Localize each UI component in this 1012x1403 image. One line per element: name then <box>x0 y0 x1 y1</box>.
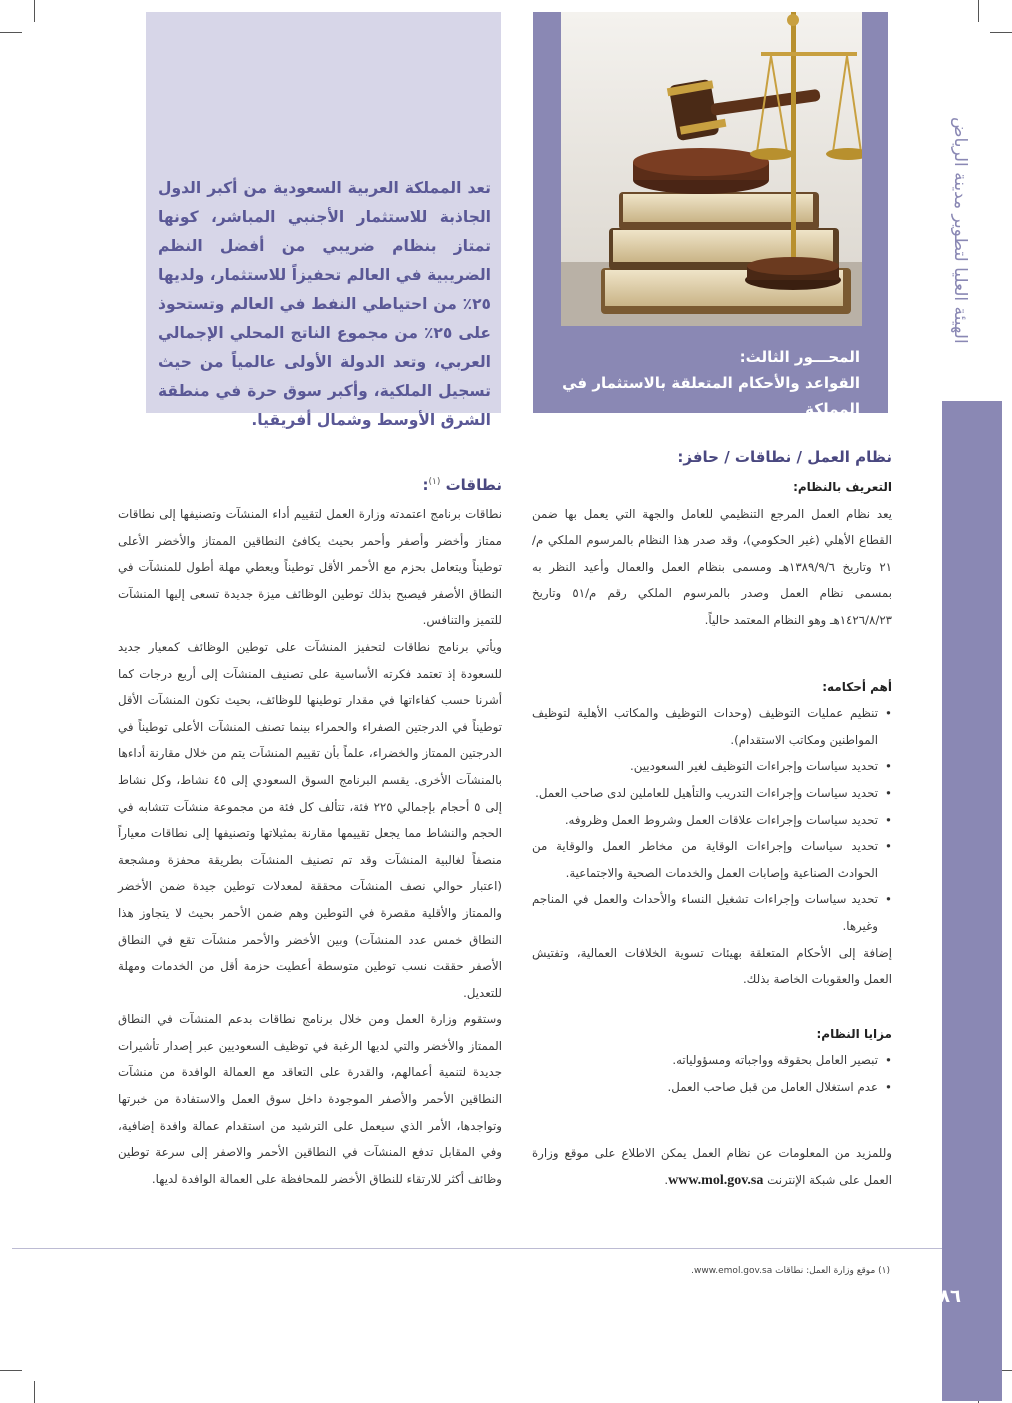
nitaqat-heading-text: نطاقات <box>445 476 502 494</box>
highlight-box <box>146 12 501 429</box>
list-item: • تنظيم عمليات التوظيف (وحدات التوظيف والمكاتب الأهلية لتوظيف المواطنين ومكاتب الاستقدام). <box>532 700 892 753</box>
crop-mark <box>34 0 35 22</box>
list-item: • تحديد سياسات وإجراءات علاقات العمل وشروط العمل وظروفه. <box>532 807 892 834</box>
axis-label: المحـــور الثالث: <box>739 348 860 366</box>
sidebar-strip <box>942 401 1002 1401</box>
crop-mark <box>0 1370 22 1371</box>
nitaqat-paragraph: وستقوم وزارة العمل ومن خلال برنامج نطاقات بدعم المنشآت في النطاق الممتاز والأخضر والتي لديها الرغبة في توظيف السعوديين عبر إصدار تأشيرات جديدة لتنمية أعمالهم، والقدرة على التعاقد مع العمالة الوافدة من منشآت النطاقين الأحمر والأصفر الموجودة داخل سوق العمل والاستفادة من خبرتها وتواجدها، الأمر الذي سيعمل على الترشيد من استقدام عمالة وافدة إضافية، وفي المقابل تدفع المنشآت في النطاقين الأحمر والاصفر إلى سرعة توطين وظائف أكثر للارتقاء للنطاق الأخضر للمحافظة على العمالة الوافدة لديها. <box>118 1012 502 1186</box>
provisions-note: إضافة إلى الأحكام المتعلقة بهيئات تسوية الخلافات العمالية، وتفتيش العمل والعقوبات الخاصة بذلك. <box>532 945 892 987</box>
list-item: • تحديد سياسات وإجراءات التدريب والتأهيل للعاملين لدى صاحب العمل. <box>532 780 892 807</box>
advantages-list <box>532 1047 892 1100</box>
more-info-paragraph <box>532 1140 892 1194</box>
definition-paragraph: يعد نظام العمل المرجع التنظيمي للعامل والجهة التي يعمل بها ضمن القطاع الأهلي (غير الحكومي)، وقد صدر هذا النظام بالمرسوم الملكي م/٢١ وتاريخ ١٣٨٩/٩/٦هـ ومسمى بنظام العمل والعمال وأعيد النظر به بمسمى نظام العمل وصدر بالمرسوم الملكي رقم م/٥١ وتاريخ ١٤٢٦/٨/٢٣هـ وهو النظام المعتمد حالياً. <box>532 506 893 627</box>
highlight-quote: تعد المملكة العربية السعودية من أكبر الدول الجاذبة للاستثمار الأجنبي المباشر، كونها تمتاز بنظام ضريبي من أفضل النظم الضريبية في العالم تحفيزاً للاستثمار، ولديها ٢٥٪ من احتياطي النفط في العالم وتستحوذ على ٢٥٪ من مجموع الناتج المحلي الإجمالي العربي، وتعد الدولة الأولى عالمياً من حيث تسجيل الملكية، وأكبر سوق حرة في منطقة الشرق الأوسط وشمال أفريقيا. <box>158 179 491 429</box>
section-heading: نظام العمل / نطاقات / حافز: <box>677 448 892 466</box>
footer-divider <box>12 1248 942 1249</box>
axis-subject: القواعد والأحكام المتعلقة بالاستثمار في المملكة <box>562 374 860 418</box>
more-info-text: وللمزيد من المعلومات عن نظام العمل يمكن الاطلاع على موقع وزارة العمل على شبكة الإنترنت <box>532 1146 892 1188</box>
axis-title <box>540 344 860 422</box>
list-item: • عدم استغلال العامل من قبل صاحب العمل. <box>532 1074 892 1101</box>
list-item: • تحديد سياسات وإجراءات تشغيل النساء والأحداث والعمل في المناجم وغيرها. <box>532 886 892 939</box>
axis-header-box <box>533 12 888 418</box>
page-number: ٨٦ <box>939 1286 961 1307</box>
crop-mark <box>0 32 22 33</box>
gavel-scales-illustration <box>561 12 862 326</box>
crop-mark <box>978 0 979 22</box>
sidebar-title: الهيئة العليا لتطوير مدينة الرياض <box>950 116 970 344</box>
nitaqat-paragraph: نطاقات برنامج اعتمدته وزارة العمل لتقييم أداء المنشآت وتصنيفها إلى نطاقات ممتاز وأخضر وأصفر وأحمر بحيث يكافئ النطاقين الممتاز والأخضر الأعلى توطيناً ويتعامل بحزم مع الأحمر الأقل توطيناً ويعطي مهلة أطول للمنشآت في النطاق الأصفر فيصبح بذلك توطين الوظائف ميزة جديدة تسعى إليها المنشآت للتميز والتنافس. <box>118 507 502 628</box>
crop-mark <box>990 32 1012 33</box>
more-info-end: . <box>664 1173 669 1188</box>
labor-law-section <box>532 442 892 1195</box>
nitaqat-paragraph: ويأتي برنامج نطاقات لتحفيز المنشآت على توطين الوظائف كمعيار جديد للسعودة إذ تعتمد فكرته الأساسية على تصنيف المنشآت إلى أربع درجات كما أشرنا حسب كفاءاتها في مقدار توطينها للوظائف، بحيث تكون المنشآت الأقل توطيناً في الدرجتين الصفراء والحمراء بينما تصنف المنشآت الأعلى توطيناً في الدرجتين الممتاز والخضراء، علماً بأن تقييم المنشآت يتم من خلال مقارنة أداءها بالمنشآت الأخرى. يقسم البرنامج السوق السعودي إلى ٤٥ نشاط، وكل نشاط إلى ٥ أحجام بإجمالي ٢٢٥ فئة، تتألف كل فئة من مجموعة منشآت تتشابه في الحجم والنشاط مما يجعل تقييمها مقارنة بمثيلاتها وتصنيفها إلى نطاقات معياراً منصفاً لغالبية المنشآت وقد تم تصنيف المنشآت بطريقة محفزة ومشجعة (اعتبار حوالي نصف المنشآت محققة لمعدلات توطين جيدة ضمن الأخضر والممتاز والأقلية مقصرة في التوطين وهم ضمن الأحمر بحيث لا يتجاوز هذا النطاق خمس عدد المنشآت) وبين الأخضر والأحمر منشآت تقع في النطاق الأصفر حققت نسب توطين متوسطة أعطيت حزمة أقل من الخدمات ومهلة للتعديل. <box>118 639 502 1000</box>
definition-heading: التعريف بالنظام: <box>793 480 892 494</box>
nitaqat-section <box>118 470 502 1192</box>
footnote-marker[interactable]: (١) <box>428 477 441 487</box>
provisions-heading: أهم أحكامه: <box>822 679 892 694</box>
section-heading <box>118 470 502 497</box>
ministry-website-link[interactable]: www.mol.gov.sa <box>668 1173 764 1189</box>
heading-colon: : <box>422 476 429 494</box>
list-item: • تحديد سياسات وإجراءات التوظيف لغير السعوديين. <box>532 753 892 780</box>
list-item: • تحديد سياسات وإجراءات الوقاية من مخاطر العمل والوقاية من الحوادث الصناعية وإصابات العمل والخدمات الصحية والاجتماعية. <box>532 833 892 886</box>
crop-mark <box>34 1381 35 1403</box>
advantages-heading: مزايا النظام: <box>816 1026 892 1041</box>
list-item: • تبصير العامل بحقوقه وواجباته ومسؤولياته. <box>532 1047 892 1074</box>
footnote: (١) موقع وزارة العمل: نطاقات www.emol.gov.sa. <box>691 1266 890 1276</box>
provisions-list <box>532 700 892 939</box>
gavel-scales-photo <box>561 12 862 326</box>
